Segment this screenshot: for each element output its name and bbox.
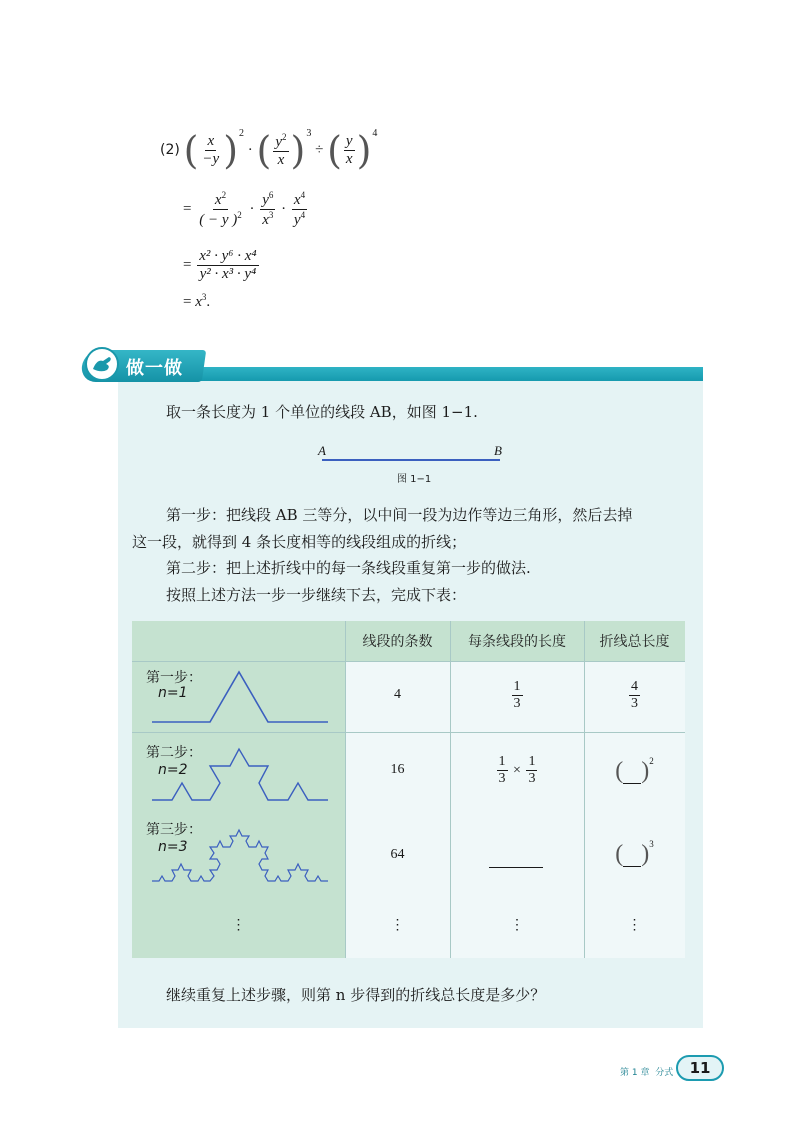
example-line-1 xyxy=(160,128,378,173)
page-number: 11 xyxy=(676,1055,724,1081)
header-count: 线段的条数 xyxy=(362,634,433,650)
row2-count: 16 xyxy=(390,762,405,777)
equals-sign: = xyxy=(183,294,192,310)
koch-curve-n2 xyxy=(152,746,332,804)
example-label: (2) xyxy=(160,142,180,158)
exponent: 2 xyxy=(239,128,245,139)
row2-step-label: 第二步： xyxy=(146,745,202,761)
result-value: x xyxy=(195,294,202,310)
period: . xyxy=(206,294,211,310)
divide-operator: ÷ xyxy=(315,142,324,158)
fraction: $\frac{x^2}{( - y )^2}$ xyxy=(199,190,242,229)
row2-total-blank[interactable]: ( )$^2$ xyxy=(615,756,654,784)
dot-operator: · xyxy=(247,142,253,158)
left-paren: ( xyxy=(183,128,199,173)
left-paren: ( xyxy=(256,128,272,173)
fraction: $\frac{x^4}{y^4}$ xyxy=(293,190,306,229)
row1-count: 4 xyxy=(394,687,401,702)
row3-total-blank[interactable]: ( )$^3$ xyxy=(615,839,654,867)
point-a-label: A xyxy=(318,443,326,458)
fraction: $\frac{\text{x² · y⁶ · x⁴}}{\text{y² · x³ · y⁴}}$ xyxy=(199,248,257,283)
row1-total: $\frac{4}{3}$ xyxy=(631,679,638,712)
segment-ab xyxy=(322,459,500,461)
header-length: 每条线段的长度 xyxy=(468,634,566,650)
activity-intro: 取一条长度为 1 个单位的线段 AB，如图 1−1. xyxy=(166,403,478,421)
point-b-label: B xyxy=(494,443,502,458)
koch-curve-n1 xyxy=(152,669,332,727)
step1-line2: 这一段，就得到 4 条长度相等的线段组成的折线； xyxy=(132,533,467,551)
left-paren: ( xyxy=(327,128,342,173)
dot-operator: · xyxy=(249,201,255,218)
times-operator: × xyxy=(513,762,521,778)
fraction: $\frac{y^2}{x}$ xyxy=(275,131,287,169)
right-paren: ) xyxy=(356,128,372,173)
step1-line1: 第一步：把线段 AB 三等分，以中间一段为边作等边三角形，然后去掉 xyxy=(166,506,633,524)
right-paren: ) xyxy=(223,128,239,173)
dot-operator: · xyxy=(281,201,287,218)
column-divider xyxy=(345,621,346,958)
row3-count: 64 xyxy=(390,847,405,862)
equals-sign: = xyxy=(183,257,192,274)
ellipsis: ⋮ xyxy=(390,917,405,933)
koch-table xyxy=(132,621,685,958)
equals-sign: = xyxy=(183,201,192,218)
row1-step-label: 第一步： xyxy=(146,670,202,686)
figure-caption: 图 1−1 xyxy=(397,474,432,485)
row3-length-blank[interactable] xyxy=(489,867,543,868)
banner-strip xyxy=(200,367,703,381)
hand-icon xyxy=(85,347,119,381)
row1-n-label: n=1 xyxy=(158,685,188,701)
right-paren: ) xyxy=(290,128,306,173)
instruction-text: 按照上述方法一步一步继续下去，完成下表： xyxy=(166,586,467,604)
example-line-3 xyxy=(183,248,261,284)
result-exponent: 3 xyxy=(201,292,207,302)
fraction: $\frac{y^6}{x^3}$ xyxy=(262,190,274,229)
activity-title: 做一做 xyxy=(126,358,183,379)
row3-step-label: 第三步： xyxy=(146,822,202,838)
row-divider xyxy=(132,661,685,662)
koch-curve-n3 xyxy=(152,826,332,886)
ellipsis: ⋮ xyxy=(510,917,524,933)
ellipsis: ⋮ xyxy=(231,917,246,933)
column-divider xyxy=(584,621,585,958)
fraction: $\frac{y}{x}$ xyxy=(345,132,353,168)
footer-chapter: 第 1 章 分式 xyxy=(620,1068,674,1078)
ellipsis: ⋮ xyxy=(627,917,642,933)
row2-n-label: n=2 xyxy=(158,762,188,778)
exponent: 3 xyxy=(306,128,312,139)
question-text: 继续重复上述步骤，则第 n 步得到的折线总长度是多少？ xyxy=(166,986,546,1004)
example-result xyxy=(183,292,210,311)
example-line-2 xyxy=(183,190,309,230)
exponent: 4 xyxy=(372,128,378,139)
row2-length: $\frac{1}{3}$ × $\frac{1}{3}$ xyxy=(498,754,536,787)
step2-text: 第二步：把上述折线中的每一条线段重复第一步的做法. xyxy=(166,559,531,577)
fraction: $\frac{x}{-y}$ xyxy=(202,132,220,168)
header-total: 折线总长度 xyxy=(599,634,670,650)
row1-length: $\frac{1}{3}$ xyxy=(513,679,521,712)
row-divider xyxy=(132,732,685,733)
row3-n-label: n=3 xyxy=(158,839,188,855)
column-divider xyxy=(450,621,451,958)
